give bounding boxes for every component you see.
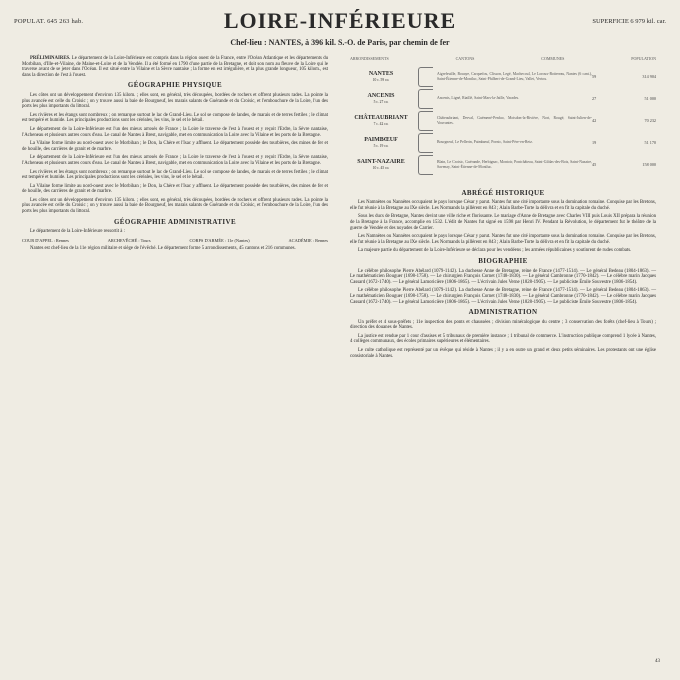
arrondissement-row bbox=[350, 88, 656, 110]
arr-name: NANTES 10 c. 59 co. bbox=[368, 70, 394, 82]
bio-p1b: Le célèbre philosophe Pierre Abélard (1079-1142). La duchesse Anne de Bretagne, reine de France (1477-1514). — Le général Bedeau (1804-1863). — Le mathématicien Bouguer (1698-1758). — Le chirurgien François Cornet (1748-1830). — Le général Cambronne (1770-1842). — Le célèbre marin Jacques Cassard (1672-1740). — Le général Lamoricière (1806-1865). — L'écrivain Jules Verne (1828-1905). — Le publiciste Émile Souvestre (1806-1854). bbox=[350, 288, 656, 305]
geo-phys-p4b: La Vilaine forme limite au nord-ouest avec le Morbihan ; le Don, la Chère et l'Isac y affluent. Le département possède des tourbières, des mines de fer et de houille, des carrières de granit et de marbre. bbox=[22, 183, 328, 195]
page-title: LOIRE-INFÉRIEURE bbox=[223, 8, 457, 33]
bio-title: BIOGRAPHIE bbox=[478, 256, 528, 265]
arr-name: PAIMBŒUF 5 c. 19 co. bbox=[364, 136, 398, 148]
arr-name: SAINT-NAZAIRE 10 c. 45 co. bbox=[357, 158, 405, 170]
th-cant: CANTONS bbox=[455, 56, 475, 61]
admin-p3: Le culte catholique est représenté par un évêque qui réside à Nantes ; il y a en outre un grand et deux petits séminaires. Les protestants ont une église consistoriale à Nantes. bbox=[350, 348, 656, 359]
th-pop: POPULATION bbox=[631, 56, 656, 61]
arr-cantons: Ancenis, Ligné, Riaillé, Saint-Mars-la-Jaille, Varades. bbox=[437, 96, 520, 101]
arr-cantons: Aigrefeuille, Bouaye, Carquefou, Clisson, Legé, Machecoul, Le Loroux-Bottereau, Nantes (6 cant.), Saint-Étienne-de-Montluc, Saint-Philbert-de-Grand-Lieu, Vallet, Vertou. bbox=[437, 72, 592, 81]
preliminaires-paragraph bbox=[22, 56, 328, 78]
brace-shape bbox=[418, 111, 433, 131]
geo-adm-cell: COUR D'APPEL : Rennes bbox=[22, 237, 69, 243]
geo-adm-title: GÉOGRAPHIE ADMINISTRATIVE bbox=[113, 217, 237, 226]
arr-numbers: 27 51 000 bbox=[592, 95, 656, 101]
geo-adm-p1: Le département de la Loire-Inférieure ressortit à : bbox=[30, 229, 125, 235]
histoire-p3: La majeure partie du département de la Loire-Inférieure se déclara pour les vendéens ; les armées républicaines y soutinrent de rudes combats. bbox=[358, 248, 632, 254]
preliminaires-text: Le département de la Loire-Inférieure est compris dans la région ouest de la France, entre l'Océan Atlantique et les départements du Morbihan, d'Ille-et-Vilaine, de Maine-et-Loire et de la Vendée. Il a été formé en 1790 d'une partie de la Bretagne, et doit son nom au fleuve de la Loire qui le traverse avant de se jeter dans l'Océan. Il est situé entre la Vilaine et la Sèvre nantaise ; la forme en est irrégulière, et la plus grande longueur, 105 kilom., est dans la direction de l'est à l'ouest. bbox=[22, 56, 328, 78]
preliminaires-lead: PRÉLIMINAIRES. bbox=[30, 56, 71, 61]
arr-cantons: Châteaubriant, Derval, Guémené-Penfao, Moisdon-la-Rivière, Nort, Rougé, Saint-Julien-de-Vouvantes. bbox=[437, 116, 592, 125]
geo-phys-p1: Les côtes ont un développement d'environ 135 kilom. ; elles sont, en général, très découpées, bordées de rochers et offrent plusieurs rades. La pointe la plus avancée est celle du Croisic ; on y trouve aussi la baie de Bourgneuf, les marais salants de Guérande et du Croisic, et l'embouchure de la Loire, l'un des ports les plus importants du littoral. bbox=[22, 92, 328, 110]
right-column bbox=[350, 56, 656, 362]
bio-p1: Le célèbre philosophe Pierre Abélard (1079-1142). La duchesse Anne de Bretagne, reine de France (1477-1514). — Le général Bedeau (1804-1863). — Le mathématicien Bouguer (1698-1758). — Le chirurgien François Cornet (1748-1830). — Le général Cambronne (1770-1842). — Le célèbre marin Jacques Cassard (1672-1740). — Le général Lamoricière (1806-1865). — L'écrivain Jules Verne (1828-1905). — Le publiciste Émile Souvestre (1806-1854). bbox=[350, 268, 656, 285]
histoire-p1: Les Namnètes ou Nannètes occupaient le pays lorsque César y parut. Nantes fut une cité importante sous la domination romaine. Conquise par les Bretons, elle fut réunie à la Bretagne au IXe siècle. Les Normands la pillèrent en 843 ; Alain Barbe-Torte la délivra et en fit la capitale du duché. bbox=[350, 200, 656, 211]
geo-phys-p4: La Vilaine forme limite au nord-ouest avec le Morbihan ; le Don, la Chère et l'Isac y affluent. Le département possède des tourbières, des mines de fer et de houille, des carrières de granit et de marbre. bbox=[22, 141, 328, 152]
arr-numbers: 45 158 000 bbox=[592, 161, 656, 167]
arrondissement-row bbox=[350, 154, 656, 176]
arrondissement-row bbox=[350, 110, 656, 132]
arr-numbers: 42 70 232 bbox=[592, 117, 656, 123]
geo-phys-p1b: Les côtes ont un développement d'environ 135 kilom. ; elles sont, en général, très découpées, bordées de rochers et offrent plusieurs rades. La pointe la plus avancée est celle du Croisic ; on y trouve aussi la baie de Bourgneuf, les marais salants de Guérande et du Croisic, et l'embouchure de la Loire, l'un des ports les plus importants du littoral. bbox=[22, 197, 328, 215]
geo-adm-p2: Nantes est chef-lieu de la 11e région militaire et siège de l'évêché. Le département forme 5 arrondissements, 45 cantons et 216 communes. bbox=[30, 246, 296, 252]
arrondissement-table bbox=[350, 66, 656, 186]
geo-phys-p3: Le département de la Loire-Inférieure est l'un des mieux arrosés de France ; la Loire le traverse de l'est à l'ouest et y reçoit l'Erdre, la Sèvre nantaise, l'Acheneau et plusieurs autres cours d'eau. Le canal de Nantes à Brest, navigable, met en communication la Loire avec la Vilaine et les ports de la Bretagne. bbox=[22, 126, 328, 138]
histoire-p2: Sous les ducs de Bretagne, Nantes devint une ville riche et florissante. Le mariage d'Anne de Bretagne avec Charles VIII puis Louis XII prépara la réunion de la Bretagne à la France, accomplie en 1532. L'édit de Nantes fut signé en 1598 par Henri IV. Pendant la Révolution, le département fut le théâtre de la guerre de Vendée et des noyades de Carrier. bbox=[350, 214, 656, 231]
geo-phys-title: GÉOGRAPHIE PHYSIQUE bbox=[127, 81, 223, 90]
geo-adm-cell: ARCHEVÊCHÉ : Tours bbox=[107, 237, 151, 243]
geo-adm-cell: ACADÉMIE : Rennes bbox=[288, 237, 328, 243]
arr-cantons: Blain, Le Croisic, Guérande, Herbignac, Montoir, Pontchâteau, Saint-Gildas-des-Bois, Saint-Nazaire, Savenay, Saint-Étienne-de-Montluc. bbox=[437, 160, 592, 169]
th-arr: ARRONDISSEMENTS bbox=[350, 56, 389, 61]
arr-name: ANCENIS 5 c. 27 co. bbox=[367, 92, 395, 104]
arr-cantons: Bourgneuf, Le Pellerin, Paimbœuf, Pornic, Saint-Père-en-Retz. bbox=[437, 140, 533, 145]
brace-shape bbox=[418, 133, 433, 153]
brace-shape bbox=[418, 89, 433, 109]
arr-numbers: 19 51 170 bbox=[592, 139, 656, 145]
admin-p2: La justice est rendue par 1 cour d'assises et 5 tribunaux de première instance ; 1 tribunal de commerce. L'instruction publique comprend 1 lycée à Nantes, 4 collèges communaux, des écoles primaires supérieures et élémentaires. bbox=[350, 333, 656, 345]
histoire-p1b: Les Namnètes ou Nannètes occupaient le pays lorsque César y parut. Nantes fut une cité importante sous la domination romaine. Conquise par les Bretons, elle fut réunie à la Bretagne au IXe siècle. Les Normands la pillèrent en 843 ; Alain Barbe-Torte la délivra et en fit la capitale du duché. bbox=[350, 234, 656, 245]
admin-title: ADMINISTRATION bbox=[468, 308, 538, 317]
arrondissement-table-header bbox=[350, 56, 656, 62]
geo-adm-cell: CORPS D'ARMÉE : 11e (Nantes) bbox=[189, 237, 250, 243]
histoire-title: ABRÉGÉ HISTORIQUE bbox=[461, 188, 545, 197]
arr-numbers: 59 314 904 bbox=[592, 73, 656, 79]
arrondissement-row bbox=[350, 132, 656, 154]
geo-phys-p2: Les rivières et les étangs sont nombreux ; on remarque surtout le lac de Grand-Lieu. Le sol se compose de landes, de marais et de terres fertiles ; le climat est tempéré et humide. Les principales productions sont les céréales, les vins, le sel et le bétail. bbox=[22, 112, 328, 124]
population-label: POPULAT. 645 263 hab. bbox=[14, 18, 84, 25]
left-column bbox=[22, 56, 328, 255]
page-number: 43 bbox=[655, 659, 660, 664]
chef-lieu-line: Chef-lieu : NANTES, à 396 kil. S.-O. de Paris, par chemin de fer bbox=[230, 38, 450, 47]
arr-name: CHÂTEAUBRIANT 7 c. 42 co. bbox=[354, 114, 408, 126]
brace-shape bbox=[418, 67, 433, 87]
arrondissement-row bbox=[350, 66, 656, 88]
admin-p1: Un préfet et 4 sous-préfets ; 11e inspection des ponts et chaussées ; division minéralogique du centre ; 3 conservation des forêts (chef-lieu à Tours) ; direction des douanes de Nantes. bbox=[350, 319, 656, 331]
geo-phys-p2b: Les rivières et les étangs sont nombreux ; on remarque surtout le lac de Grand-Lieu. Le sol se compose de landes, de marais et de terres fertiles ; le climat est tempéré et humide. Les principales productions sont les céréales, les vins, le sel et le bétail. bbox=[22, 169, 328, 181]
geo-phys-p3b: Le département de la Loire-Inférieure est l'un des mieux arrosés de France ; la Loire le traverse de l'est à l'ouest et y reçoit l'Erdre, la Sèvre nantaise, l'Acheneau et plusieurs autres cours d'eau. Le canal de Nantes à Brest, navigable, met en communication la Loire avec la Vilaine et les ports de la Bretagne. bbox=[22, 155, 328, 166]
th-comm: COMMUNES bbox=[541, 56, 565, 61]
geo-adm-grid bbox=[22, 238, 328, 244]
superficie-label: SUPERFICIE 6 979 kil. car. bbox=[592, 18, 666, 25]
brace-shape bbox=[418, 155, 433, 175]
